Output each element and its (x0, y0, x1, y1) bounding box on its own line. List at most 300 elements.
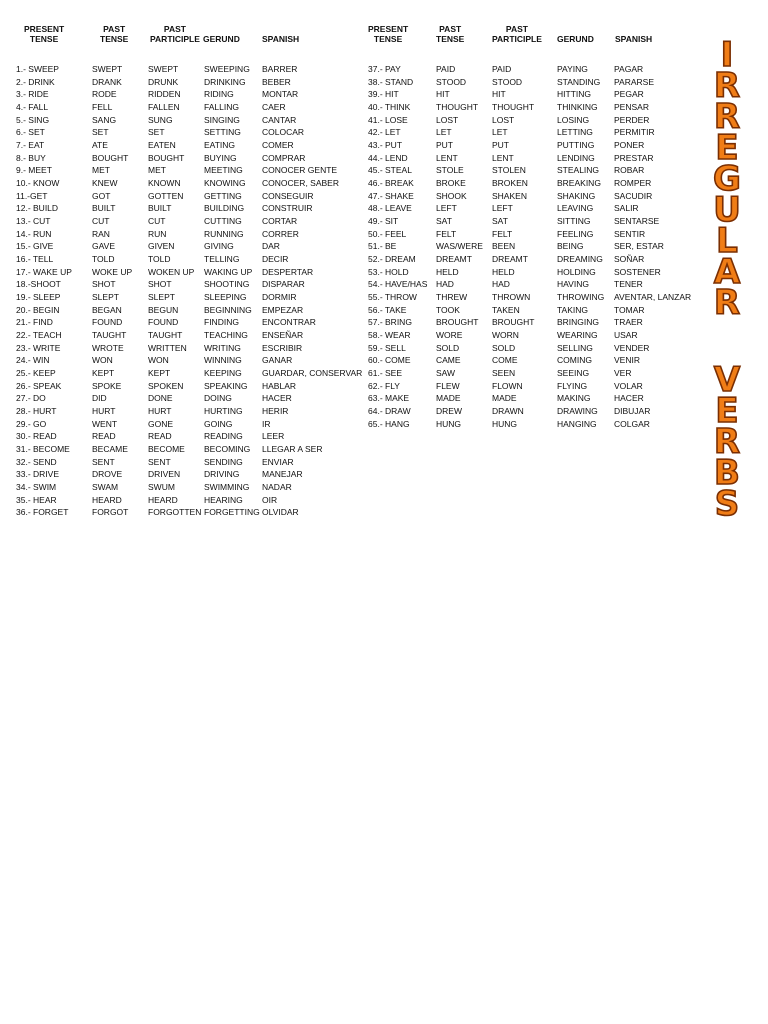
irregular-verbs-title (705, 35, 749, 524)
cell-past-participle: FLOWN (492, 380, 523, 391)
cell-spanish: BARRER (262, 64, 298, 74)
header-past-tense-line-1: PAST (439, 24, 462, 34)
cell-spanish: DECIR (262, 254, 289, 265)
header-past-tense (436, 24, 464, 44)
cell-present: 48.- LEAVE (368, 203, 412, 214)
cell-present: 43.- PUT (368, 140, 403, 151)
cell-spanish: COMER (262, 140, 294, 151)
cell-present: 11.-GET (16, 190, 48, 201)
cell-gerund: WEARING (557, 330, 598, 341)
cell-present: 30.- READ (16, 431, 57, 442)
cell-past-participle: HELD (492, 266, 515, 277)
cell-spanish: HABLAR (262, 380, 297, 391)
verb-row (350, 342, 700, 355)
cell-past: BUILT (92, 203, 116, 214)
cell-present: 34.- SWIM (16, 482, 57, 493)
header-present-tense (368, 24, 408, 44)
header-past-participle-line-1: PAST (505, 24, 528, 34)
cell-present: 53.- HOLD (368, 266, 409, 277)
cell-past-participle: HAD (492, 279, 510, 290)
cell-past-participle: SENT (148, 456, 171, 467)
cell-spanish: CONSTRUIR (262, 203, 313, 214)
title-letter: I (720, 35, 734, 75)
cell-spanish: PERMITIR (614, 127, 655, 138)
cell-gerund: SHAKING (557, 190, 596, 201)
cell-past: SWEPT (92, 64, 123, 74)
cell-gerund: COMING (557, 355, 592, 366)
cell-past-participle: LET (492, 127, 508, 138)
cell-present: 49.- SIT (368, 216, 399, 227)
cell-past-participle: STOOD (492, 76, 523, 87)
verb-row (0, 240, 360, 253)
verb-row (350, 190, 700, 203)
cell-spanish: SALIR (614, 203, 639, 214)
cell-spanish: PENSAR (614, 102, 649, 112)
cell-gerund: STEALING (557, 165, 600, 176)
cell-past-participle: SPOKEN (148, 380, 184, 391)
cell-past: HELD (436, 266, 459, 277)
cell-past: SLEPT (92, 292, 119, 303)
cell-gerund: SETTING (204, 127, 241, 138)
cell-past-participle: FOUND (148, 317, 179, 328)
cell-present: 55.- THROW (368, 292, 417, 303)
cell-present: 24.- WIN (16, 355, 50, 366)
cell-past-participle: LEFT (492, 203, 513, 214)
cell-past: TOLD (92, 254, 115, 265)
cell-gerund: LETTING (557, 127, 593, 138)
verb-row (0, 139, 360, 152)
cell-past: WAS/WERE (436, 241, 483, 252)
cell-past: HURT (92, 406, 116, 417)
cell-spanish: VOLAR (614, 380, 643, 391)
cell-present: 46.- BREAK (368, 178, 414, 189)
cell-past-participle: HIT (492, 89, 506, 100)
cell-gerund: EATING (204, 140, 236, 151)
header-spanish (615, 24, 652, 44)
cell-past: DREW (436, 406, 462, 417)
cell-past-participle: DRAWN (492, 406, 524, 417)
cell-past-participle: BEGUN (148, 304, 179, 315)
cell-past-participle: WORN (492, 330, 519, 341)
cell-past-participle: GOTTEN (148, 190, 184, 201)
cell-past: RAN (92, 228, 110, 239)
cell-present: 58.- WEAR (368, 330, 411, 341)
verb-row (0, 114, 360, 127)
title-letter: A (713, 252, 741, 292)
cell-present: 57.- BRING (368, 317, 412, 328)
cell-gerund: GOING (204, 418, 233, 429)
cell-gerund: DRINKING (204, 76, 246, 87)
cell-past-participle: SHAKEN (492, 190, 527, 201)
cell-past-participle: BUILT (148, 203, 172, 214)
cell-past: HUNG (436, 418, 462, 429)
cell-gerund: BRINGING (557, 317, 600, 328)
cell-spanish: DISPARAR (262, 279, 305, 290)
cell-spanish: MONTAR (262, 89, 299, 100)
cell-past-participle: LOST (492, 114, 515, 125)
title-letter: L (716, 221, 738, 261)
cell-past-participle: WOKEN UP (148, 266, 195, 277)
cell-spanish: PARARSE (614, 76, 654, 87)
cell-past: PAID (436, 64, 456, 74)
cell-past: BROUGHT (436, 317, 479, 328)
header-past-participle (150, 24, 200, 44)
cell-past-participle: GIVEN (148, 241, 175, 252)
cell-spanish: SACUDIR (614, 190, 653, 201)
cell-present: 36.- FORGET (16, 507, 69, 518)
cell-past-participle: COME (492, 355, 518, 366)
verb-row (0, 202, 360, 215)
verb-row (350, 164, 700, 177)
header-spanish-line-1 (615, 24, 652, 34)
cell-present: 15.- GIVE (16, 241, 54, 252)
cell-past-participle: HUNG (492, 418, 518, 429)
cell-present: 3.- RIDE (16, 89, 49, 100)
cell-gerund: BUYING (204, 152, 237, 163)
cell-gerund: SWEEPING (204, 64, 250, 74)
cell-gerund: HAVING (557, 279, 589, 290)
verb-row (350, 329, 700, 342)
cell-spanish: OIR (262, 494, 278, 505)
verb-row (350, 240, 700, 253)
cell-present: 5.- SING (16, 114, 50, 125)
cell-past-participle: READ (148, 431, 172, 442)
cell-present: 25.- KEEP (16, 368, 56, 379)
cell-past: FLEW (436, 380, 460, 391)
title-letter: R (713, 97, 741, 137)
cell-spanish: DIBUJAR (614, 406, 651, 417)
cell-present: 60.- COME (368, 355, 411, 366)
cell-past-participle: EATEN (148, 140, 176, 151)
cell-spanish: CAER (262, 102, 286, 112)
cell-present: 51.- BE (368, 241, 397, 252)
verb-row (0, 418, 360, 431)
cell-gerund: HANGING (557, 418, 597, 429)
cell-present: 40.- THINK (368, 102, 411, 112)
cell-present: 37.- PAY (368, 64, 401, 74)
cell-past: KNEW (92, 178, 118, 189)
cell-spanish: ROBAR (614, 165, 645, 176)
cell-present: 14.- RUN (16, 228, 52, 239)
verb-row (350, 253, 700, 266)
cell-past-participle: RIDDEN (148, 89, 181, 100)
cell-spanish: GANAR (262, 355, 293, 366)
cell-past: BROKE (436, 178, 466, 189)
cell-past-participle: BECOME (148, 444, 185, 455)
cell-past-participle: BROUGHT (492, 317, 535, 328)
verb-row (350, 228, 700, 241)
verb-row (0, 190, 360, 203)
cell-present: 65.- HANG (368, 418, 410, 429)
verb-row (0, 506, 360, 519)
cell-spanish: CANTAR (262, 114, 297, 125)
verb-row (0, 126, 360, 139)
header-past-tense-line-2: TENSE (100, 34, 129, 44)
cell-spanish: GUARDAR, CONSERVAR (262, 368, 363, 379)
header-spanish (262, 24, 299, 44)
cell-gerund: HOLDING (557, 266, 596, 277)
cell-gerund: BEING (557, 241, 584, 252)
cell-past-participle: HEARD (148, 494, 178, 505)
header-gerund-line-1 (203, 24, 240, 34)
verb-row (350, 367, 700, 380)
cell-past: DROVE (92, 469, 123, 480)
cell-past-participle: PAID (492, 64, 512, 74)
cell-gerund: SELLING (557, 342, 593, 353)
cell-present: 47.- SHAKE (368, 190, 414, 201)
cell-spanish: VENIR (614, 355, 640, 366)
header-past-participle-line-2: PARTICIPLE (492, 34, 542, 44)
verb-row (350, 354, 700, 367)
cell-past: DREAMT (436, 254, 472, 265)
cell-spanish: CONOCER, SABER (262, 178, 339, 189)
header-present-tense-line-1: PRESENT (24, 24, 65, 34)
cell-spanish: OLVIDAR (262, 507, 299, 518)
cell-present: 22.- TEACH (16, 330, 62, 341)
cell-gerund: SHOOTING (204, 279, 250, 290)
cell-gerund: SPEAKING (204, 380, 248, 391)
cell-spanish: TOMAR (614, 304, 645, 315)
cell-past-participle: BOUGHT (148, 152, 185, 163)
verb-row (0, 215, 360, 228)
cell-past: WROTE (92, 342, 124, 353)
verb-row (0, 367, 363, 380)
cell-past: SHOOK (436, 190, 467, 201)
title-letter: R (713, 66, 741, 106)
verb-row (0, 88, 360, 101)
header-past-tense-line-2: TENSE (436, 34, 465, 44)
verb-row (350, 88, 700, 101)
cell-past: BECAME (92, 444, 128, 455)
cell-past-participle: SAT (492, 216, 508, 227)
cell-present: 59.- SELL (368, 342, 406, 353)
verb-row (350, 380, 700, 393)
verb-row (0, 380, 360, 393)
verb-row (350, 63, 700, 76)
title-word-gap (705, 319, 749, 365)
cell-spanish: TENER (614, 279, 643, 290)
cell-present: 63.- MAKE (368, 393, 410, 404)
cell-past: FORGOT (92, 507, 129, 518)
cell-present: 23.- WRITE (16, 342, 61, 353)
cell-present: 41.- LOSE (368, 114, 408, 125)
verb-row (350, 392, 700, 405)
cell-past-participle: TOLD (148, 254, 171, 265)
verb-row (350, 202, 700, 215)
cell-past-participle: KNOWN (148, 178, 181, 189)
verb-row (350, 266, 700, 279)
verb-row (0, 278, 360, 291)
verb-row (0, 430, 360, 443)
verb-row (350, 152, 700, 165)
verb-row (0, 456, 360, 469)
verb-row (0, 392, 360, 405)
cell-past-participle: RUN (148, 228, 167, 239)
cell-present: 29.- GO (16, 418, 47, 429)
verb-row (350, 114, 700, 127)
verb-row (0, 164, 360, 177)
verb-row (350, 139, 700, 152)
cell-spanish: USAR (614, 330, 638, 341)
cell-spanish: COMPRAR (262, 152, 306, 163)
cell-past-participle: DRUNK (148, 76, 179, 87)
header-spanish-line-2: SPANISH (615, 34, 653, 44)
header-present-tense-line-1: PRESENT (368, 24, 409, 34)
cell-gerund: FORGETTING (204, 507, 260, 518)
cell-past: WENT (92, 418, 118, 429)
cell-gerund: PUTTING (557, 140, 595, 151)
cell-past: BEGAN (92, 304, 122, 315)
cell-spanish: HERIR (262, 406, 289, 417)
verb-row (0, 342, 360, 355)
cell-spanish: SENTARSE (614, 216, 660, 227)
cell-gerund: SITTING (557, 216, 591, 227)
cell-gerund: BECOMING (204, 444, 251, 455)
cell-spanish: TRAER (614, 317, 643, 328)
cell-spanish: ENCONTRAR (262, 317, 316, 328)
cell-past: STOOD (436, 76, 467, 87)
verb-row (350, 291, 700, 304)
cell-spanish: HACER (614, 393, 644, 404)
title-letter: R (713, 422, 741, 462)
cell-gerund: BEGINNING (204, 304, 252, 315)
title-letter: E (715, 391, 739, 431)
cell-past: GOT (92, 190, 111, 201)
cell-present: 19.- SLEEP (16, 292, 61, 303)
cell-gerund: WRITING (204, 342, 241, 353)
cell-past: LENT (436, 152, 458, 163)
cell-gerund: SINGING (204, 114, 240, 125)
cell-past: CUT (92, 216, 110, 227)
cell-present: 7.- EAT (16, 140, 45, 151)
cell-past-participle: FORGOTTEN (148, 507, 202, 518)
cell-past-participle: DONE (148, 393, 173, 404)
cell-present: 38.- STAND (368, 76, 414, 87)
cell-past: TAUGHT (92, 330, 127, 341)
cell-past: MADE (436, 393, 461, 404)
cell-spanish: CONSEGUIR (262, 190, 314, 201)
cell-present: 39.- HIT (368, 89, 399, 100)
verb-row (350, 177, 700, 190)
verb-row (350, 418, 700, 431)
cell-present: 10.- KNOW (16, 178, 60, 189)
verb-row (0, 494, 360, 507)
cell-past-participle: SLEPT (148, 292, 175, 303)
cell-past: WOKE UP (92, 266, 133, 277)
cell-present: 27.- DO (16, 393, 46, 404)
cell-present: 20.- BEGIN (16, 304, 60, 315)
cell-present: 18.-SHOOT (16, 279, 61, 290)
cell-gerund: PAYING (557, 64, 588, 74)
cell-spanish: COLGAR (614, 418, 650, 429)
verb-row (0, 177, 360, 190)
cell-spanish: PRESTAR (614, 152, 654, 163)
cell-past-participle: BEEN (492, 241, 516, 252)
header-past-participle-line-2: PARTICIPLE (150, 34, 200, 44)
verb-row (0, 266, 360, 279)
cell-past-participle: SOLD (492, 342, 516, 353)
cell-spanish: PEGAR (614, 89, 644, 100)
cell-spanish: LLEGAR A SER (262, 444, 323, 455)
cell-spanish: AVENTAR, LANZAR (614, 292, 692, 303)
cell-past: PUT (436, 140, 453, 151)
cell-past: SANG (92, 114, 117, 125)
cell-gerund: HEARING (204, 494, 243, 505)
cell-spanish: CONOCER GENTE (262, 165, 338, 176)
verb-row (0, 152, 360, 165)
cell-gerund: FALLING (204, 102, 239, 112)
cell-spanish: VENDER (614, 342, 650, 353)
title-letter: U (713, 190, 741, 230)
cell-gerund: CUTTING (204, 216, 242, 227)
title-letter: E (715, 128, 739, 168)
cell-spanish: HACER (262, 393, 292, 404)
cell-spanish: DORMIR (262, 292, 297, 303)
cell-present: 1.- SWEEP (16, 64, 59, 74)
cell-spanish: COLOCAR (262, 127, 305, 138)
cell-past: FELL (92, 102, 113, 112)
cell-present: 61.- SEE (368, 368, 403, 379)
cell-present: 28.- HURT (16, 406, 57, 417)
cell-spanish: ROMPER (614, 178, 652, 189)
cell-gerund: SENDING (204, 456, 243, 467)
cell-past: SWAM (92, 482, 119, 493)
verb-row (350, 405, 700, 418)
verb-row (0, 481, 360, 494)
cell-past-participle: HURT (148, 406, 172, 417)
title-letter: G (713, 159, 741, 199)
cell-present: 8.- BUY (16, 152, 46, 163)
cell-spanish: CORRER (262, 228, 299, 239)
cell-spanish: LEER (262, 431, 285, 442)
cell-spanish: PERDER (614, 114, 650, 125)
cell-past-participle: WON (148, 355, 169, 366)
cell-present: 50.- FEEL (368, 228, 407, 239)
cell-present: 31.- BECOME (16, 444, 70, 455)
cell-past: HAD (436, 279, 454, 290)
cell-past: HEARD (92, 494, 122, 505)
cell-gerund: THROWING (557, 292, 605, 303)
verb-row (0, 291, 360, 304)
cell-spanish: SOSTENER (614, 266, 661, 277)
header-present-tense-line-2: TENSE (29, 34, 59, 44)
cell-past: WON (92, 355, 113, 366)
cell-gerund: FLYING (557, 380, 588, 391)
cell-spanish: BEBER (262, 76, 291, 87)
verb-row (0, 443, 360, 456)
cell-past-participle: KEPT (148, 368, 171, 379)
cell-past: SOLD (436, 342, 460, 353)
cell-spanish: DESPERTAR (262, 266, 314, 277)
verb-table-right (350, 0, 700, 440)
verb-row (0, 316, 360, 329)
cell-past: READ (92, 431, 116, 442)
cell-past-participle: GONE (148, 418, 174, 429)
cell-spanish: NADAR (262, 482, 292, 493)
cell-past: WORE (436, 330, 463, 341)
cell-past: SAT (436, 216, 452, 227)
cell-present: 16.- TELL (16, 254, 54, 265)
header-gerund-line-2: GERUND (557, 34, 594, 44)
cell-past-participle: TAKEN (492, 304, 520, 315)
title-letter: R (713, 283, 741, 323)
cell-spanish: ESCRIBIR (262, 342, 303, 353)
verb-row (350, 316, 700, 329)
verb-row (350, 215, 700, 228)
cell-gerund: FEELING (557, 228, 594, 239)
cell-present: 56.- TAKE (368, 304, 407, 315)
cell-past-participle: DRIVEN (148, 469, 181, 480)
